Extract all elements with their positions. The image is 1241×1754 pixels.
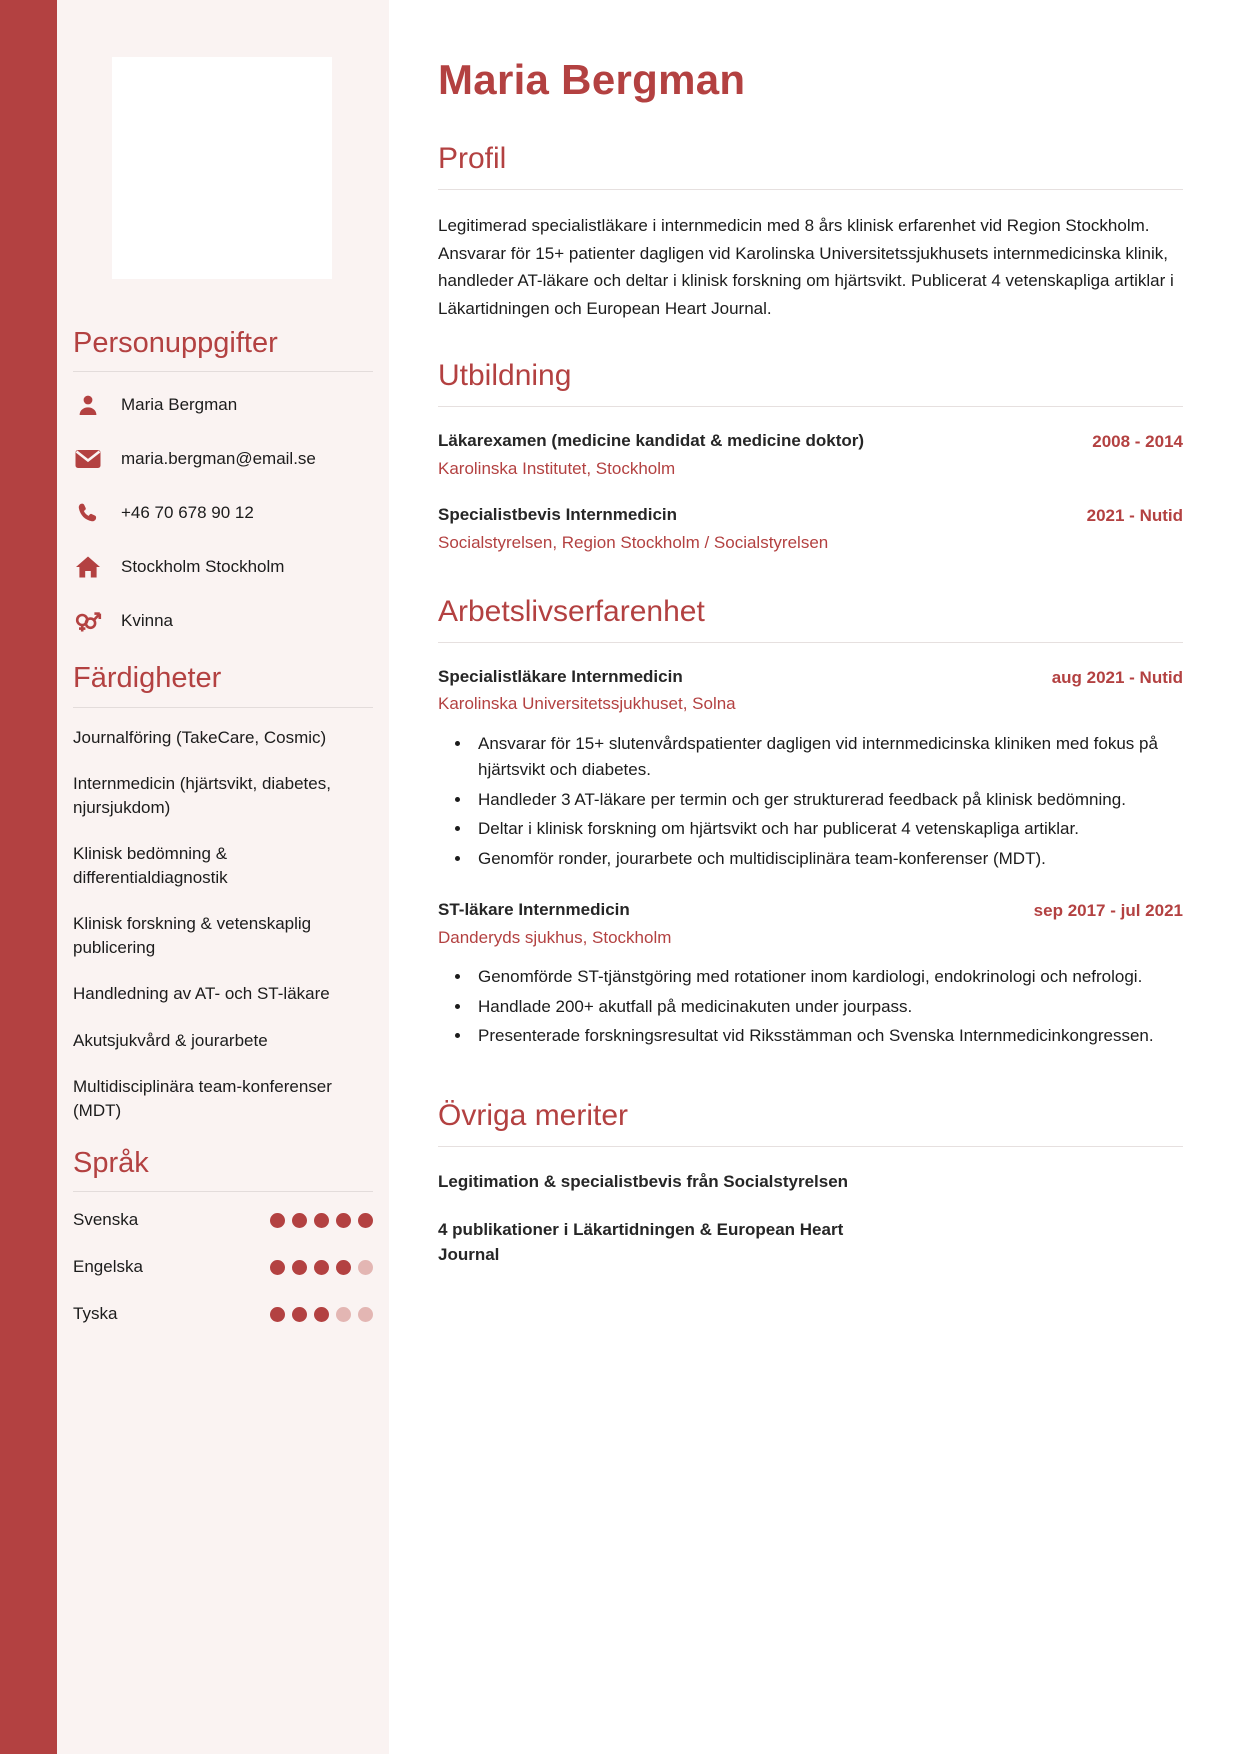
contact-list	[73, 390, 373, 636]
dot-filled	[292, 1307, 307, 1322]
language-level-dots	[270, 1260, 373, 1275]
contact-row-phone[interactable]	[73, 498, 373, 528]
dot-filled	[314, 1260, 329, 1275]
dot-filled	[270, 1213, 285, 1228]
language-level-dots	[270, 1213, 373, 1228]
entry-date: aug 2021 - Nutid	[1051, 667, 1183, 687]
dot-empty	[358, 1307, 373, 1322]
list-item: Klinisk forskning & vetenskaplig publicering	[73, 914, 312, 958]
list-item	[73, 1304, 373, 1324]
experience-entry	[438, 898, 1183, 1050]
contact-value-name: Maria Bergman	[121, 395, 238, 415]
dot-filled	[358, 1213, 373, 1228]
merit-item: Legitimation & specialistbevis från Socialstyrelsen	[438, 1172, 849, 1191]
phone-icon	[73, 501, 103, 525]
list-item: • Presenterade forskningsresultat vid Riksstämman och Svenska Internmedicinkongressen.	[472, 1023, 1183, 1050]
profile-text: Legitimerad specialistläkare i internmedicin med 8 års klinisk erfarenhet vid Region Stockholm. Ansvarar för 15+ patienter dagligen vid Karolinska Universitetssjukhusets internmedicinska klinik, handleder AT-läkare och deltar i klinisk forskning om hjärtsvikt. Publicerat 4 vetenskapliga artiklar i Läkartidningen och European Heart Journal.	[438, 216, 1174, 318]
entry-header	[438, 898, 1183, 924]
entry-organization: Danderyds sjukhus, Stockholm	[438, 927, 672, 947]
gender-icon	[73, 609, 103, 633]
contact-row-email[interactable]	[73, 444, 373, 474]
language-name: Svenska	[73, 1210, 139, 1230]
contact-value-location: Stockholm Stockholm	[121, 557, 285, 577]
dot-filled	[270, 1307, 285, 1322]
entry-organization: Karolinska Institutet, Stockholm	[438, 458, 676, 478]
envelope-icon	[73, 449, 103, 469]
sidebar	[57, 0, 389, 1754]
section-skills	[57, 660, 389, 1123]
entry-header	[438, 429, 1183, 455]
list-item: • Genomförde ST-tjänstgöring med rotationer inom kardiologi, endokrinologi och nefrologi.	[472, 964, 1183, 991]
section-languages	[57, 1145, 389, 1324]
list-item: Akutsjukvård & jourarbete	[73, 1030, 268, 1050]
contact-value-gender: Kvinna	[121, 611, 173, 631]
dot-filled	[314, 1213, 329, 1228]
languages-heading: Språk	[73, 1146, 149, 1179]
list-item: Klinisk bedömning & differentialdiagnostik	[73, 843, 228, 887]
page-title: Maria Bergman	[438, 56, 746, 103]
section-profile	[438, 141, 1183, 322]
divider	[438, 642, 1183, 643]
contact-value-email: maria.bergman@email.se	[121, 449, 316, 469]
entry-date: 2021 - Nutid	[1086, 506, 1183, 526]
spacer	[438, 578, 1183, 594]
list-item: Journalföring (TakeCare, Cosmic)	[73, 727, 327, 747]
language-level-dots	[270, 1307, 373, 1322]
dot-filled	[314, 1307, 329, 1322]
language-name: Engelska	[73, 1257, 143, 1277]
list-item: • Deltar i klinisk forskning om hjärtsvikt och har publicerat 4 vetenskapliga artiklar.	[472, 816, 1183, 843]
education-entry	[438, 429, 1183, 481]
personal-details-heading: Personuppgifter	[73, 327, 278, 359]
profile-photo-placeholder	[112, 57, 332, 279]
dot-filled	[292, 1213, 307, 1228]
contact-value-phone: +46 70 678 90 12	[121, 503, 254, 523]
entry-date: 2008 - 2014	[1092, 432, 1183, 452]
contact-row-name	[73, 390, 373, 420]
contact-row-gender	[73, 606, 373, 636]
entry-bullets	[472, 731, 1183, 873]
profile-heading: Profil	[438, 142, 507, 176]
skills-heading: Färdigheter	[73, 662, 222, 695]
divider	[438, 406, 1183, 407]
list-item: Multidisciplinära team-konferenser (MDT)	[73, 1076, 332, 1120]
dot-filled	[336, 1213, 351, 1228]
left-accent-bar	[0, 0, 57, 1754]
section-education	[438, 358, 1183, 555]
entry-title: ST-läkare Internmedicin	[438, 900, 630, 920]
entry-header	[438, 503, 1183, 529]
other-merits-heading: Övriga meriter	[438, 1099, 629, 1132]
merit-item: 4 publikationer i Läkartidningen & European Heart Journal	[438, 1219, 844, 1264]
entry-title: Specialistläkare Internmedicin	[438, 666, 683, 686]
divider	[73, 1191, 373, 1192]
entry-organization: Socialstyrelsen, Region Stockholm / Socialstyrelsen	[438, 533, 829, 553]
person-icon	[73, 393, 103, 417]
dot-filled	[270, 1260, 285, 1275]
entry-bullets	[472, 964, 1183, 1050]
list-item: Internmedicin (hjärtsvikt, diabetes, njursjukdom)	[73, 773, 331, 817]
list-item: Handledning av AT- och ST-läkare	[73, 984, 330, 1004]
divider	[438, 1146, 1183, 1147]
dot-empty	[336, 1307, 351, 1322]
section-experience	[438, 594, 1183, 1050]
entry-title: Läkarexamen (medicine kandidat & medicine doktor)	[438, 431, 865, 451]
entry-organization: Karolinska Universitetssjukhuset, Solna	[438, 694, 736, 714]
list-item: • Handlade 200+ akutfall på medicinakuten under jourpass.	[472, 994, 1183, 1021]
education-entry	[438, 503, 1183, 555]
experience-entry	[438, 665, 1183, 873]
entry-date: sep 2017 - jul 2021	[1033, 901, 1183, 921]
languages-list	[73, 1210, 373, 1324]
divider	[73, 707, 373, 708]
contact-row-location	[73, 552, 373, 582]
entry-title: Specialistbevis Internmedicin	[438, 505, 678, 525]
spacer	[438, 1072, 1183, 1098]
main-content	[389, 0, 1241, 1754]
list-item: • Handleder 3 AT-läkare per termin och ger strukturerad feedback på klinisk bedömning.	[472, 787, 1183, 814]
dot-empty	[358, 1260, 373, 1275]
entry-header	[438, 665, 1183, 691]
education-heading: Utbildning	[438, 359, 572, 393]
dot-filled	[292, 1260, 307, 1275]
list-item: • Ansvarar för 15+ slutenvårdspatienter dagligen vid internmedicinska kliniken med fokus på hjärtsvikt och diabetes.	[472, 731, 1183, 784]
divider	[73, 371, 373, 372]
list-item: • Genomför ronder, jourarbete och multidisciplinära team-konferenser (MDT).	[472, 846, 1183, 873]
home-icon	[73, 555, 103, 579]
section-personal-details	[57, 325, 389, 636]
divider	[438, 189, 1183, 190]
section-other-merits	[438, 1098, 1183, 1268]
list-item	[73, 1257, 373, 1277]
list-item	[73, 1210, 373, 1230]
skills-list	[73, 726, 373, 1123]
experience-heading: Arbetslivserfarenhet	[438, 594, 705, 628]
dot-filled	[336, 1260, 351, 1275]
language-name: Tyska	[73, 1304, 118, 1324]
